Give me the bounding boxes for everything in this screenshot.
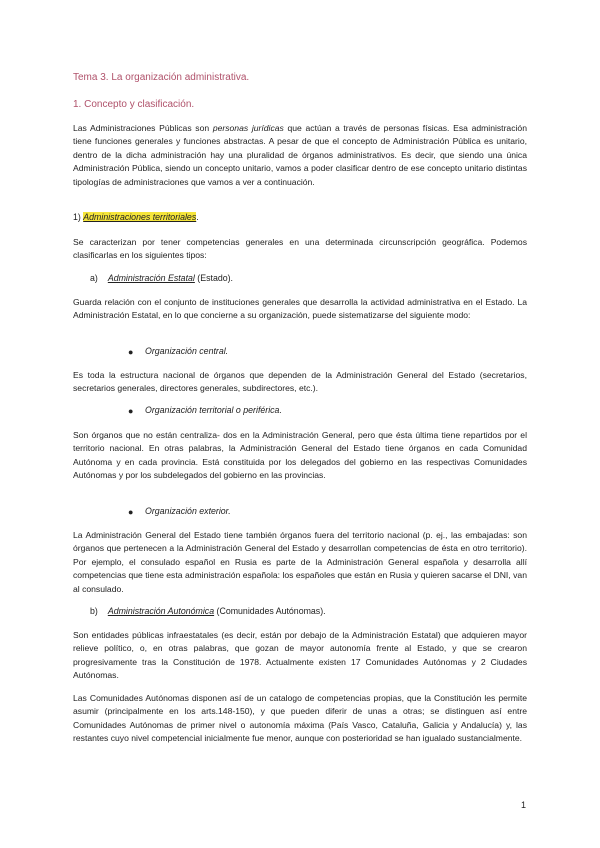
bullet-dot: ●	[128, 347, 134, 357]
paragraph-central: Es toda la estructura nacional de órganos que dependen de la Administración General del Estado (secretarios, secretarios generales, directores generales, subdirectores, etc.).	[73, 370, 527, 394]
paragraph-competencias: Las Comunidades Autónomas disponen así de un catalogo de competencias propias, que la Constitución les permite asumir (principalmente en los arts.148-150), y que pueden diferir de unas a otras; se distinguen así entre Comunidades Autónomas de primer nivel o autonomía máxima (País Vasco, Cataluña, Galicia y Andalucía) y, las restantes cuyo nivel competencial inicialmente fue menor, aunque con posterioridad se han igualado sustancialmente.	[73, 693, 527, 744]
intro-text-a: Las Administraciones Públicas son	[73, 123, 213, 133]
term-autonomica: Administración Autonómica	[107, 606, 215, 616]
paragraph-territorial: Se caracterizan por tener competencias generales en una determinada circunscripción geográfica. Podemos clasificarlas en los siguientes tipos:	[73, 237, 527, 261]
intro-emphasis: personas jurídicas	[212, 123, 284, 133]
heading-estatal	[90, 272, 233, 285]
bullet-dot: ●	[128, 507, 134, 517]
heading-number: 1)	[73, 212, 84, 222]
term-estatal: Administración Estatal	[107, 273, 195, 283]
heading-territorial	[73, 211, 199, 224]
list-letter-a: a)	[90, 273, 98, 283]
paragraph-autonomica: Son entidades públicas infraestatales (es decir, están por debajo de la Administración Estatal) que adquieren mayor relieve político, o, en otras palabras, que gozan de mayor autonomía frente al Estado, y que se crearon progresivamente tras la Constitución de 1978. Actualmente existen 17 Comunidades Autónomas y 2 Ciudades Autónomas.	[73, 630, 527, 681]
bullet-exterior: Organización exterior.	[145, 506, 231, 516]
bullet-dot: ●	[128, 406, 134, 416]
page-number: 1	[521, 800, 527, 810]
bullet-territorial: Organización territorial o periférica.	[145, 405, 282, 415]
estatal-rest: (Estado).	[194, 273, 233, 283]
list-letter-b: b)	[90, 606, 98, 616]
intro-text-c: que actúan a través de personas físicas. Esa administración tiene funciones generales y funciones abstractas. A pesar de que el concepto de Administración Pública es unitario, dentro de la dicha administración hay una pluralidad de órganos administrativos. Es decir, que siendo una única Administración Pública, siendo un concepto unitario, vamos a poder clasificar dentro de ese concepto unitario distintas tipologías de administraciones que vamos a ver a continuación.	[73, 123, 527, 187]
paragraph-periferica: Son órganos que no están centraliza- dos en la Administración General, pero que ésta última tiene repartidos por el territorio nacional. En otras palabras, la Administración General del Estado tiene órganos en cada Comunidad Autónoma y en cada provincia. Está constituida por los delegados del gobierno en las respectivas Comunidades Autónomas y por los subdelegados del gobierno en las provincias.	[73, 430, 527, 481]
bullet-central: Organización central.	[145, 346, 229, 356]
highlighted-term: Administraciones territoriales	[83, 212, 197, 222]
paragraph-intro	[73, 122, 527, 189]
heading-end: .	[196, 212, 199, 222]
heading-autonomica	[90, 605, 326, 618]
paragraph-estatal: Guarda relación con el conjunto de instituciones generales que desarrolla la actividad administrativa en el Estado. La Administración Estatal, en lo que concierne a su organización, puede sistematizarse del siguiente modo:	[73, 297, 527, 321]
paragraph-exterior: La Administración General del Estado tiene también órganos fuera del territorio nacional (p. ej., las embajadas: son órganos que pertenecen a la Administración General del Estado y desarrollan competencias de ésta en otro territorio). Por ejemplo, el consulado español en Rusia es parte de la Administración General española y desarrolla allí competencias que tiene esta administración española: los españoles que están en Rusia y quieren sacarse el DNI, van al consulado.	[73, 530, 527, 594]
section-heading: 1. Concepto y clasificación.	[73, 99, 195, 110]
document-title: Tema 3. La organización administrativa.	[73, 72, 250, 83]
autonomica-rest: (Comunidades Autónomas).	[214, 606, 326, 616]
